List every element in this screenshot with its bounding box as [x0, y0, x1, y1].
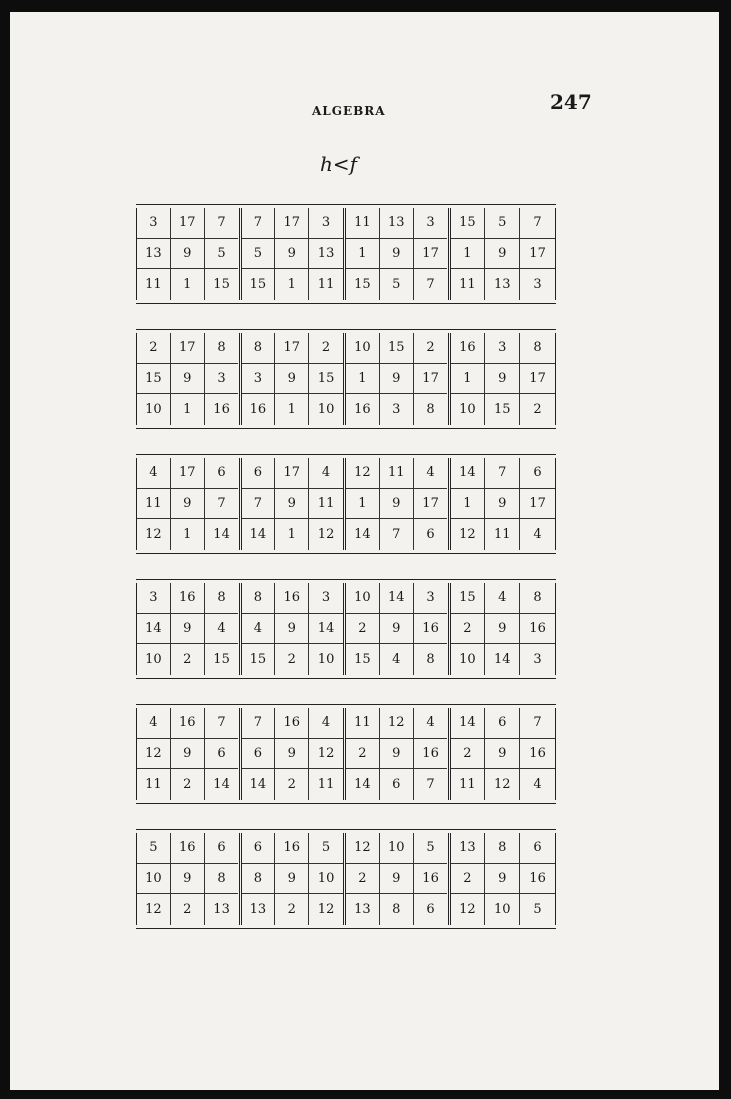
table-cell: 8: [520, 583, 555, 614]
table-cell: 11: [317, 277, 335, 293]
table-cell: 4: [205, 614, 239, 645]
table-cell: 9: [275, 364, 309, 395]
number-table: [136, 454, 556, 554]
table-cell: 3: [309, 583, 343, 614]
table-cell: 14: [242, 519, 276, 550]
square-group: [242, 708, 347, 800]
table-cell: 9: [485, 364, 520, 395]
table-cell: 9: [275, 489, 309, 520]
table-cell: 15: [309, 364, 343, 395]
square-group: [451, 708, 556, 800]
square-group: [346, 458, 451, 550]
square-group: [137, 208, 242, 300]
table-cell: 8: [242, 583, 276, 614]
table-cell: 4: [533, 527, 542, 543]
table-cell: 3: [242, 364, 276, 395]
table-cell: 12: [317, 902, 335, 918]
table-cell: 10: [346, 333, 380, 364]
table-cell: 3: [414, 208, 448, 239]
square-group: [451, 333, 556, 425]
table-cell: 17: [520, 364, 555, 395]
table-cell: 15: [242, 269, 276, 300]
table-cell: 9: [380, 739, 414, 770]
table-cell: 15: [451, 583, 486, 614]
table-cell: 11: [380, 458, 414, 489]
table-cell: 3: [533, 652, 542, 668]
table-cell: 11: [451, 269, 486, 300]
table-grid: [136, 458, 556, 550]
square-group: [346, 708, 451, 800]
table-cell: 6: [242, 458, 276, 489]
table-cell: 16: [171, 583, 205, 614]
table-cell: 3: [205, 364, 239, 395]
table-cell: 11: [137, 489, 171, 520]
magic-square-tables: [136, 204, 556, 954]
table-cell: 6: [485, 708, 520, 739]
table-cell: 6: [520, 458, 555, 489]
number-table: [136, 579, 556, 679]
table-cell: 2: [414, 333, 448, 364]
table-cell: 5: [137, 833, 171, 864]
square-group: [346, 833, 451, 925]
table-cell: 5: [533, 902, 542, 918]
table-cell: 9: [275, 614, 309, 645]
table-cell: 9: [275, 239, 309, 270]
table-cell: 8: [485, 833, 520, 864]
table-cell: 3: [137, 583, 171, 614]
table-grid: [136, 333, 556, 425]
table-cell: 9: [171, 614, 205, 645]
table-cell: 7: [205, 708, 239, 739]
table-cell: 4: [533, 777, 542, 793]
table-cell: 7: [380, 519, 414, 550]
table-cell: 7: [426, 277, 435, 293]
table-cell: 4: [137, 708, 171, 739]
page-header: [10, 92, 719, 122]
table-cell: 5: [380, 269, 414, 300]
table-cell: 1: [346, 364, 380, 395]
table-cell: 17: [414, 364, 448, 395]
table-cell: 2: [275, 644, 309, 675]
table-cell: 17: [275, 208, 309, 239]
table-cell: 6: [426, 527, 435, 543]
table-cell: 7: [242, 489, 276, 520]
table-cell: 10: [317, 402, 335, 418]
table-cell: 16: [520, 739, 555, 770]
table-cell: 3: [380, 394, 414, 425]
table-cell: 13: [242, 894, 276, 925]
table-cell: 12: [317, 527, 335, 543]
table-cell: 1: [275, 519, 309, 550]
square-group: [242, 458, 347, 550]
table-cell: 1: [171, 269, 205, 300]
table-cell: 7: [205, 489, 239, 520]
table-cell: 5: [414, 833, 448, 864]
table-cell: 7: [242, 208, 276, 239]
table-cell: 9: [485, 239, 520, 270]
table-cell: 8: [426, 652, 435, 668]
table-cell: 4: [242, 614, 276, 645]
table-cell: 7: [485, 458, 520, 489]
table-cell: 11: [137, 769, 171, 800]
table-cell: 2: [533, 402, 542, 418]
table-cell: 10: [346, 583, 380, 614]
table-cell: 2: [275, 769, 309, 800]
table-cell: 3: [414, 583, 448, 614]
table-cell: 12: [346, 833, 380, 864]
table-cell: 2: [346, 864, 380, 895]
table-cell: 7: [242, 708, 276, 739]
table-cell: 8: [380, 894, 414, 925]
table-cell: 3: [533, 277, 542, 293]
table-cell: 1: [171, 394, 205, 425]
square-group: [242, 583, 347, 675]
table-cell: 6: [520, 833, 555, 864]
table-cell: 1: [346, 489, 380, 520]
table-cell: 2: [309, 333, 343, 364]
table-cell: 16: [414, 739, 448, 770]
table-cell: 6: [426, 902, 435, 918]
table-cell: 4: [414, 708, 448, 739]
table-cell: 13: [137, 239, 171, 270]
table-cell: 16: [275, 708, 309, 739]
table-cell: 15: [242, 644, 276, 675]
table-cell: 8: [205, 333, 239, 364]
table-cell: 9: [275, 739, 309, 770]
number-table: [136, 329, 556, 429]
table-cell: 8: [242, 333, 276, 364]
table-cell: 9: [171, 739, 205, 770]
number-table: [136, 829, 556, 929]
table-cell: 16: [414, 614, 448, 645]
table-cell: 17: [414, 489, 448, 520]
square-group: [137, 333, 242, 425]
table-cell: 17: [520, 239, 555, 270]
section-condition: h<f: [320, 152, 358, 176]
table-cell: 14: [485, 644, 520, 675]
square-group: [137, 708, 242, 800]
table-cell: 14: [213, 527, 230, 543]
table-cell: 9: [171, 364, 205, 395]
table-cell: 10: [485, 894, 520, 925]
table-cell: 4: [485, 583, 520, 614]
table-cell: 9: [485, 614, 520, 645]
table-cell: 6: [205, 458, 239, 489]
table-cell: 15: [346, 644, 380, 675]
table-cell: 8: [242, 864, 276, 895]
table-cell: 17: [414, 239, 448, 270]
table-cell: 16: [242, 394, 276, 425]
table-cell: 5: [205, 239, 239, 270]
table-cell: 7: [426, 777, 435, 793]
table-cell: 11: [309, 489, 343, 520]
square-group: [346, 208, 451, 300]
table-cell: 8: [205, 864, 239, 895]
square-group: [451, 458, 556, 550]
table-cell: 2: [171, 894, 205, 925]
table-cell: 14: [213, 777, 230, 793]
table-cell: 10: [451, 644, 486, 675]
table-cell: 1: [275, 269, 309, 300]
table-cell: 1: [171, 519, 205, 550]
table-cell: 7: [520, 208, 555, 239]
table-cell: 2: [451, 614, 486, 645]
table-cell: 16: [213, 402, 230, 418]
table-cell: 13: [213, 902, 230, 918]
table-cell: 15: [346, 269, 380, 300]
table-cell: 9: [275, 864, 309, 895]
table-cell: 9: [380, 364, 414, 395]
table-cell: 2: [137, 333, 171, 364]
table-cell: 7: [205, 208, 239, 239]
square-group: [242, 333, 347, 425]
table-cell: 15: [485, 394, 520, 425]
square-group: [346, 333, 451, 425]
square-group: [137, 583, 242, 675]
page-number: 247: [550, 90, 592, 114]
table-cell: 9: [485, 489, 520, 520]
table-cell: 14: [137, 614, 171, 645]
table-cell: 9: [485, 864, 520, 895]
table-cell: 10: [380, 833, 414, 864]
table-cell: 17: [275, 333, 309, 364]
table-cell: 9: [380, 864, 414, 895]
book-page: [10, 12, 719, 1090]
table-cell: 6: [242, 739, 276, 770]
table-grid: [136, 208, 556, 300]
table-cell: 8: [426, 402, 435, 418]
table-cell: 16: [275, 583, 309, 614]
table-cell: 4: [309, 458, 343, 489]
table-cell: 3: [137, 208, 171, 239]
table-cell: 9: [485, 739, 520, 770]
table-cell: 11: [137, 269, 171, 300]
table-cell: 14: [380, 583, 414, 614]
table-cell: 12: [137, 894, 171, 925]
table-cell: 12: [451, 519, 486, 550]
table-cell: 2: [451, 739, 486, 770]
square-group: [451, 833, 556, 925]
table-cell: 11: [317, 777, 335, 793]
table-cell: 6: [380, 769, 414, 800]
table-cell: 14: [451, 458, 486, 489]
table-cell: 6: [205, 833, 239, 864]
table-cell: 16: [520, 864, 555, 895]
table-cell: 2: [346, 739, 380, 770]
table-cell: 1: [275, 394, 309, 425]
table-cell: 8: [205, 583, 239, 614]
table-cell: 10: [451, 394, 486, 425]
table-cell: 2: [171, 769, 205, 800]
table-cell: 2: [275, 894, 309, 925]
table-cell: 17: [171, 458, 205, 489]
table-cell: 13: [451, 833, 486, 864]
table-cell: 14: [346, 769, 380, 800]
table-cell: 15: [213, 277, 230, 293]
table-cell: 13: [485, 269, 520, 300]
table-cell: 8: [520, 333, 555, 364]
table-cell: 12: [380, 708, 414, 739]
square-group: [451, 583, 556, 675]
table-cell: 5: [242, 239, 276, 270]
square-group: [137, 833, 242, 925]
table-cell: 11: [485, 519, 520, 550]
table-cell: 17: [275, 458, 309, 489]
table-cell: 2: [171, 644, 205, 675]
table-cell: 12: [485, 769, 520, 800]
number-table: [136, 204, 556, 304]
table-cell: 13: [309, 239, 343, 270]
table-cell: 9: [171, 239, 205, 270]
table-grid: [136, 708, 556, 800]
table-cell: 13: [380, 208, 414, 239]
table-cell: 12: [137, 519, 171, 550]
table-cell: 13: [346, 894, 380, 925]
table-cell: 10: [309, 864, 343, 895]
table-cell: 9: [380, 489, 414, 520]
table-cell: 9: [380, 239, 414, 270]
table-grid: [136, 583, 556, 675]
table-cell: 16: [451, 333, 486, 364]
table-cell: 4: [414, 458, 448, 489]
table-cell: 11: [346, 208, 380, 239]
table-cell: 14: [346, 519, 380, 550]
table-cell: 16: [414, 864, 448, 895]
square-group: [242, 833, 347, 925]
table-cell: 2: [346, 614, 380, 645]
table-cell: 7: [520, 708, 555, 739]
number-table: [136, 704, 556, 804]
table-cell: 16: [275, 833, 309, 864]
table-cell: 14: [309, 614, 343, 645]
table-cell: 17: [520, 489, 555, 520]
table-cell: 3: [485, 333, 520, 364]
table-cell: 10: [317, 652, 335, 668]
table-cell: 12: [137, 739, 171, 770]
table-cell: 4: [380, 644, 414, 675]
table-cell: 4: [309, 708, 343, 739]
table-cell: 9: [380, 614, 414, 645]
table-cell: 4: [137, 458, 171, 489]
table-cell: 6: [242, 833, 276, 864]
table-cell: 6: [205, 739, 239, 770]
table-cell: 14: [242, 769, 276, 800]
table-cell: 16: [520, 614, 555, 645]
table-cell: 3: [309, 208, 343, 239]
table-cell: 10: [137, 864, 171, 895]
table-cell: 16: [346, 394, 380, 425]
running-title: ALGEBRA: [312, 104, 386, 118]
table-cell: 12: [346, 458, 380, 489]
table-cell: 10: [137, 644, 171, 675]
table-cell: 9: [171, 489, 205, 520]
table-cell: 5: [485, 208, 520, 239]
table-cell: 1: [346, 239, 380, 270]
table-grid: [136, 833, 556, 925]
table-cell: 1: [451, 364, 486, 395]
square-group: [137, 458, 242, 550]
square-group: [451, 208, 556, 300]
table-cell: 10: [137, 394, 171, 425]
table-cell: 1: [451, 239, 486, 270]
table-cell: 2: [451, 864, 486, 895]
table-cell: 15: [137, 364, 171, 395]
table-cell: 5: [309, 833, 343, 864]
table-cell: 16: [171, 708, 205, 739]
table-cell: 15: [451, 208, 486, 239]
table-cell: 12: [309, 739, 343, 770]
table-cell: 11: [346, 708, 380, 739]
square-group: [242, 208, 347, 300]
square-group: [346, 583, 451, 675]
table-cell: 9: [171, 864, 205, 895]
table-cell: 15: [213, 652, 230, 668]
table-cell: 11: [451, 769, 486, 800]
table-cell: 14: [451, 708, 486, 739]
table-cell: 12: [451, 894, 486, 925]
table-cell: 17: [171, 333, 205, 364]
table-cell: 17: [171, 208, 205, 239]
table-cell: 16: [171, 833, 205, 864]
table-cell: 15: [380, 333, 414, 364]
table-cell: 1: [451, 489, 486, 520]
